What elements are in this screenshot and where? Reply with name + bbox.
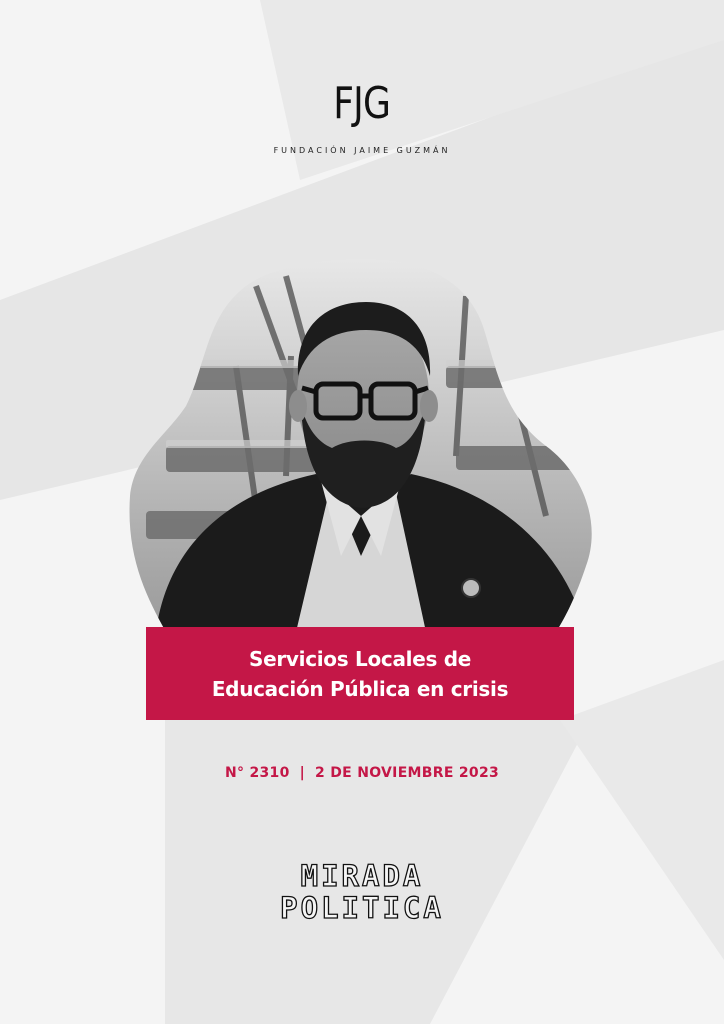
title-banner — [146, 627, 574, 720]
series-line-1: MIRADA — [300, 859, 424, 893]
series-line-2: POLITICA — [280, 891, 444, 925]
logo-mark: FJG — [333, 78, 391, 129]
title-line-1: Servicios Locales de — [248, 646, 472, 671]
issue-date: 2 DE NOVIEMBRE 2023 — [315, 765, 500, 781]
series-logo — [0, 860, 724, 924]
portrait-photo — [126, 256, 596, 632]
issue-info — [0, 765, 724, 781]
issue-separator: | — [299, 765, 306, 781]
foundation-logo — [0, 80, 724, 155]
issue-number: N° 2310 — [224, 765, 290, 781]
logo-name: FUNDACIÓN JAIME GUZMÁN — [273, 146, 451, 155]
title-line-2: Educación Pública en crisis — [211, 676, 509, 701]
